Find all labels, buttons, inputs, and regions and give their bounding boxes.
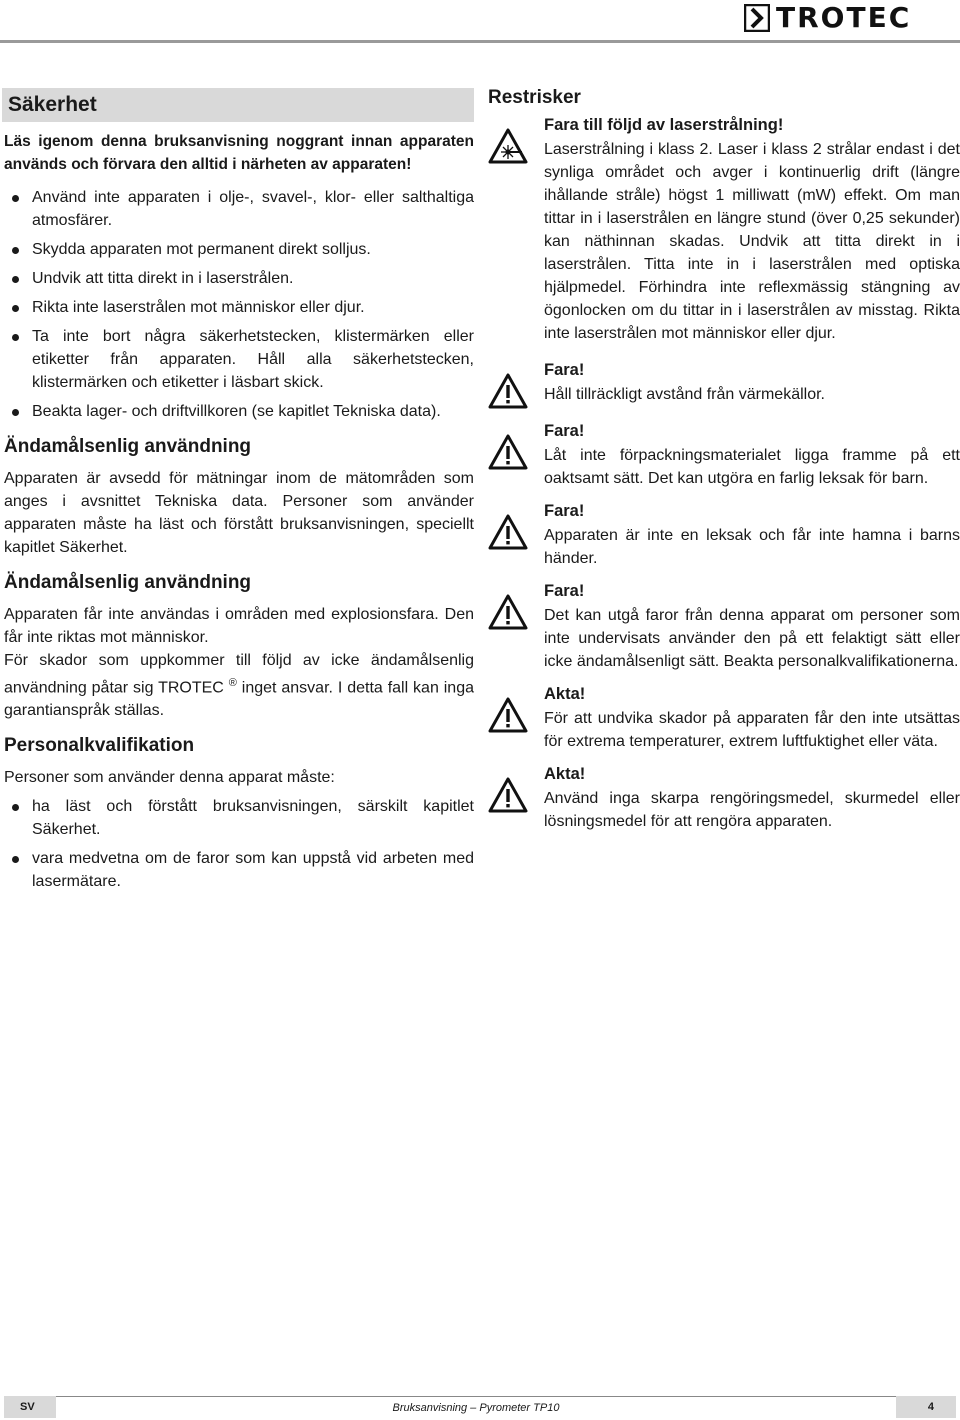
page-number: 4	[896, 1396, 956, 1418]
list-item: vara medvetna om de faror som kan uppstå vid arbeten med lasermätare.	[4, 847, 474, 893]
personnel-list	[4, 795, 474, 893]
safety-list	[4, 186, 474, 423]
list-item: Ta inte bort några säkerhetstecken, klistermärken eller etiketter från apparaten. Håll alla säkerhetstecken, klistermärken och etiketter i läsbart skick.	[4, 325, 474, 394]
header-divider	[0, 40, 960, 43]
warning-icon	[488, 514, 528, 550]
list-item: Skydda apparaten mot permanent direkt solljus.	[4, 238, 474, 261]
warning-block: Fara till följd av laserstrålning! Laserstrålning i klass 2. Laser i klass 2 strålar endast i det synliga området och avger i kontinuerlig drift (längre ihållande stråle) högst 1 milliwatt (mW) effekt. Om man tittar in i laserstrålen en längre stund (över 0,25 sekunder) kan näthinnan skadas. Undvik att titta direkt in i laserstrålen. Titta inte in i laserstrålen med optiska hjälpmedel. Förhindra inte reflexmässig stängning av ögonlocken om du tittar in i laserstrålen av misstag. Rikta inte laserstrålen mot människor eller djur.	[488, 114, 960, 345]
personnel-intro: Personer som använder denna apparat måste:	[4, 769, 335, 787]
bullet-icon	[12, 195, 19, 202]
heading-personnel: Personalkvalifikation	[4, 735, 195, 757]
language-badge: SV	[4, 1396, 56, 1418]
warning-block: Fara! Låt inte förpackningsmaterialet ligga framme på ett oaktsamt sätt. Det kan utgöra en farlig leksak för barn.	[488, 420, 960, 490]
document-title: Bruksanvisning – Pyrometer TP10	[56, 1396, 896, 1419]
list-item: ha läst och förstått bruksanvisningen, särskilt kapitlet Säkerhet.	[4, 795, 474, 841]
warning-block: Akta! Använd inga skarpa rengöringsmedel, skurmedel eller lösningsmedel för att rengöra apparaten.	[488, 763, 960, 833]
warning-icon	[488, 777, 528, 813]
heading-intended-use: Ändamålsenlig användning	[4, 436, 252, 457]
warning-block: Akta! För att undvika skador på apparaten får den inte utsättas för extrema temperaturer, extrem luftfuktighet eller väta.	[488, 683, 960, 753]
list-item: Använd inte apparaten i olje-, svavel-, klor- eller salthaltiga atmosfärer.	[4, 186, 474, 232]
right-column	[488, 86, 960, 839]
warning-block: Fara! Det kan utgå faror från denna apparat om personer som inte undervisats använder den på ett felaktigt sätt eller icke ändamålsenligt sätt. Beakta personalkvalifikationerna.	[488, 580, 960, 673]
bullet-icon	[12, 856, 19, 863]
bullet-icon	[12, 804, 19, 811]
bullet-icon	[12, 334, 19, 341]
logo-wordmark: TROTEC	[776, 1, 912, 34]
section-title: Säkerhet	[2, 88, 474, 122]
warning-block: Fara! Apparaten är inte en leksak och får inte hamna i barns händer.	[488, 500, 960, 570]
bullet-icon	[12, 409, 19, 416]
list-item: Beakta lager- och driftvillkoren (se kapitlet Tekniska data).	[4, 400, 474, 423]
bullet-icon	[12, 247, 19, 254]
warning-icon	[488, 434, 528, 470]
bullet-icon	[12, 276, 19, 283]
left-column	[4, 88, 474, 899]
warning-icon	[488, 594, 528, 630]
trotec-logo	[744, 2, 954, 34]
bullet-icon	[12, 305, 19, 312]
warning-icon	[488, 697, 528, 733]
improper-use-text: Apparaten får inte användas i områden med explosionsfara. Den får inte riktas mot människor.	[4, 606, 474, 646]
logo-chevron-icon	[744, 4, 770, 32]
list-item: Rikta inte laserstrålen mot människor eller djur.	[4, 296, 474, 319]
intro-text: Läs igenom denna bruksanvisning noggrant innan apparaten används och förvara den alltid i närheten av apparaten!	[4, 133, 474, 173]
list-item: Undvik att titta direkt in i laserstrålen.	[4, 267, 474, 290]
liability-text: För skador som uppkommer till följd av icke ändamålsenlig användning påtar sig TROTEC ® inget ansvar. I detta fall kan inga garantianspråk ställas.	[4, 652, 474, 720]
warning-icon	[488, 373, 528, 409]
residual-risks-title: Restrisker	[488, 87, 581, 108]
intended-use-text: Apparaten är avsedd för mätningar inom de mätområden som anges i avsnittet Tekniska data. Personer som använder apparaten måste ha läst och förstått bruksanvisningen, speciellt kapitlet Säkerhet.	[4, 470, 474, 556]
heading-intended-use-2: Ändamålsenlig användning	[4, 572, 252, 593]
laser-warning-icon	[488, 128, 528, 164]
page-footer	[4, 1396, 956, 1418]
warning-block: Fara! Håll tillräckligt avstånd från värmekällor.	[488, 359, 960, 406]
